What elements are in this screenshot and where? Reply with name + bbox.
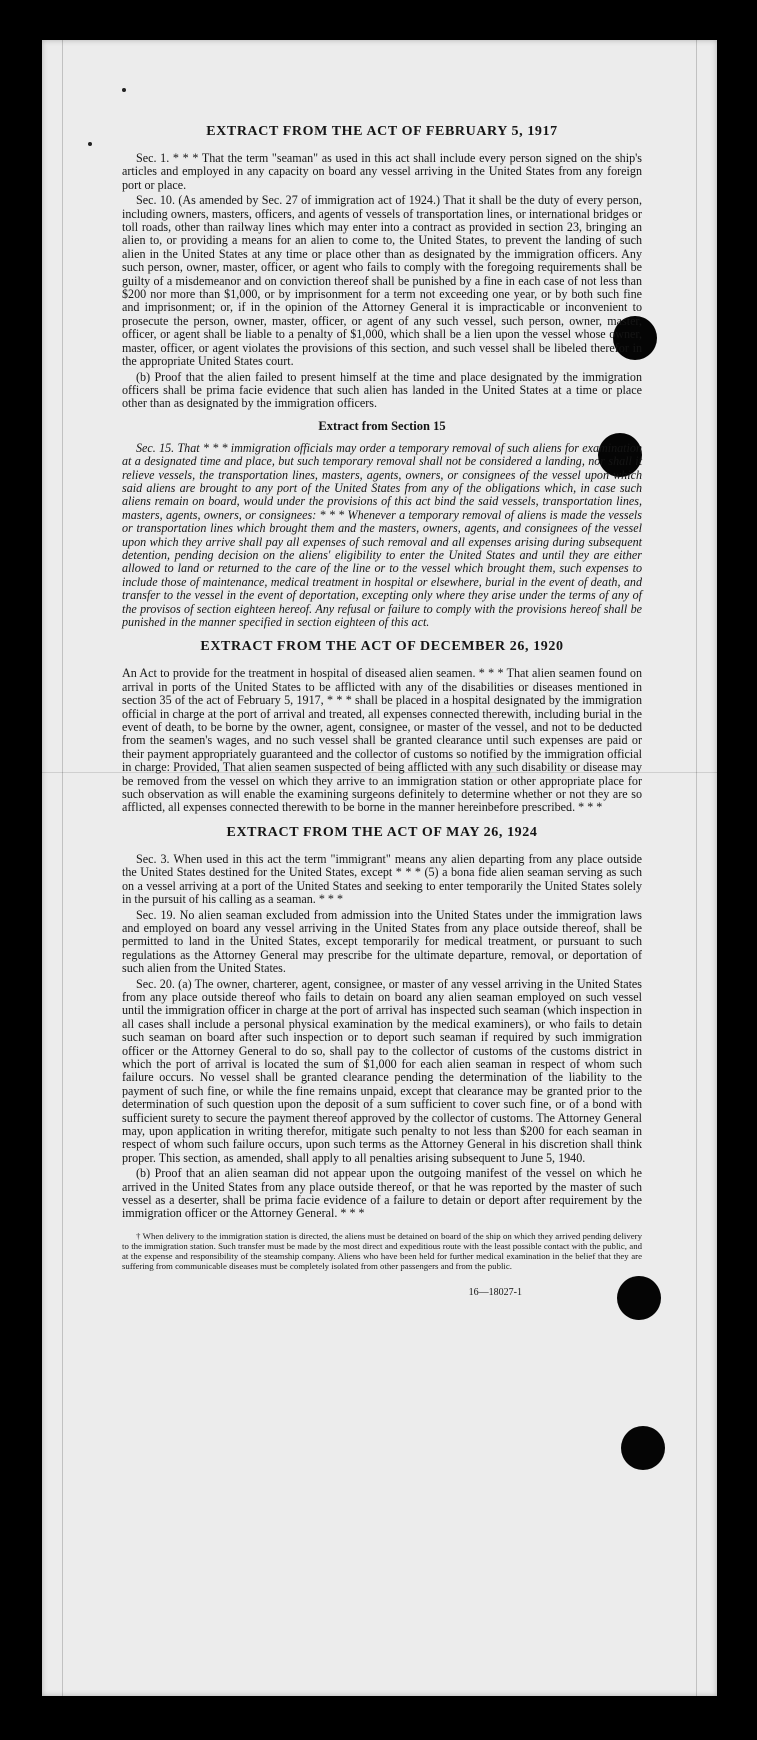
paragraph: (b) Proof that an alien seaman did not appear upon the outgoing manifest of the vessel on which he arrived in the United States from any place outside thereof, or that he was reported by the master of such vessel as a deserter, shall be prima facie evidence of a failure to detain or deport after requirement by the immigration officer or the Attorney General. * * * [122, 1166, 642, 1221]
paragraph: Sec. 20. (a) The owner, charterer, agent, consignee, or master of any vessel arriving in the United States from any place outside thereof who fails to detain on board any alien seaman employed on such vessel until the immigration officer in charge at the port of arrival has inspected such seaman (which inspection in all cases shall include a personal physical examination by the medical examiners), or who fails to detain such seaman on board after such inspection or to deport such seaman if required by such immigration officer or the Attorney General to do so, shall pay to the collector of customs of the customs district in which the port of arrival is located the sum of $1,000 for each alien seaman in respect of whom such failure occurs. No vessel shall be granted clearance pending the determination of the liability to the payment of such fine, or while the fine remains unpaid, except that clearance may be granted prior to the determination of such question upon the deposit of a sum sufficient to cover such fine, or of a bond with sufficient surety to secure the payment thereof approved by the collector of customs. The Attorney General may, upon application in writing therefor, mitigate such penalty to not less than $200 for each seaman in respect of whom such failure occurs, upon such terms as the Attorney General in his discretion shall think proper. This section, as amended, shall apply to all penalties arising subsequent to June 5, 1940. [122, 976, 642, 1165]
section-heading: EXTRACT FROM THE ACT OF MAY 26, 1924 [226, 824, 538, 840]
footnote-text: † When delivery to the immigration station is directed, the aliens must be detained on board of the ship on which they arrived pending delivery to the immigration station. Such transfer must be made by the most direct and expeditious route with the least possible contact with the public, and at the expense and responsibility of the steamship company. Aliens who have been held for further medical examination in the belief that they are suffering from communicable diseases must be completely isolated from other passengers and from the public. [122, 1230, 642, 1271]
paragraph: Sec. 10. (As amended by Sec. 27 of immigration act of 1924.) That it shall be the duty of every person, including owners, masters, officers, and agents of vessels of transportation lines, or international bridges or toll roads, other than railway lines which may enter into a contract as provided in section 23, bringing an alien to, or providing a means for an alien to come to, the United States, to prevent the landing of such alien in the United States at any time or place other than as designated by the immigration officers. Any such person, owner, master, officer, or agent who fails to comply with the foregoing requirements shall be guilty of a misdemeanor and on conviction thereof shall be punished by a fine in each case of not less than $200 nor more than $1,000, or by imprisonment for a term not exceeding one year, or by both such fine and imprisonment; or, if in the opinion of the Attorney General it is impracticable or inconvenient to prosecute the person, owner, master, officer, or agent of any such vessel, such person, owner, master, officer, or agent shall be liable to a penalty of $1,000, which shall be a lien upon the vessel whose owner, master, officer, or agent violates the provisions of this section, and such vessel shall be libeled therefor in the appropriate United States court. [122, 193, 642, 369]
paragraph: Sec. 19. No alien seaman excluded from admission into the United States under the immigration laws and employed on board any vessel arriving in the United States from any place outside thereof, shall be permitted to land in the United States, except temporarily for medical treatment, or pursuant to such regulations as the Attorney General may prescribe for the ultimate departure, removal, or deportation of such alien from the United States. [122, 907, 642, 976]
spacer [122, 817, 642, 825]
document-page [42, 40, 717, 1696]
section-heading: EXTRACT FROM THE ACT OF FEBRUARY 5, 1917 [206, 124, 558, 139]
footnote [122, 1231, 642, 1271]
paper-speck [88, 142, 92, 146]
paper-speck [122, 88, 126, 92]
paragraph: Sec. 1. * * * That the term "seaman" as used in this act shall include every person signed on the ship's articles and employed in any capacity on board any vessel arriving in the United States from any foreign port or place. [122, 151, 642, 192]
paragraph: Sec. 15. That * * * immigration officials may order a temporary removal of such aliens for examination at a designated time and place, but such temporary removal shall not be considered a landing, nor shall it relieve vessels, the transportation lines, masters, agents, owners, or consignees of the vessel upon which said aliens are brought to any port of the United States from any of the obligations which, in case such aliens remain on board, would under the provisions of this act bind the said vessels, transportation lines, masters, agents, owners, or consignees: * * * Whenever a temporary removal of aliens is made the vessels or transportation lines which brought them and the masters, owners, agents, and consignees of the vessel upon which they arrive shall pay all expenses of such removal and all expenses arising during subsequent detention, pending decision on the aliens' eligibility to enter the United States and until they are either allowed to land or returned to the care of the line or to the vessel which brought them, such expenses to include those of maintenance, medical treatment in hospital or elsewhere, burial in the event of death, and transfer to the vessel in the event of deportation, excepting only where they arise under the terms of any of the provisos of section eighteen hereof. Any refusal or failure to comply with the provisions hereof shall be punished in the manner specified in section eighteen of this act. [122, 440, 642, 629]
document-content [122, 124, 642, 1298]
document-number: 16—18027-1 [468, 1286, 522, 1298]
paragraph: Sec. 3. When used in this act the term "immigrant" means any alien departing from any place outside the United States destined for the United States, except * * * (5) a bona fide alien seaman serving as such on a vessel arriving at a port of the United States and seeking to enter temporarily the United States solely in the pursuit of his calling as a seaman. * * * [122, 851, 642, 907]
paragraph: An Act to provide for the treatment in hospital of diseased alien seamen. * * * That alien seamen found on arrival in ports of the United States to be afflicted with any of the disabilities or diseases mentioned in section 35 of the act of February 5, 1917, * * * shall be placed in a hospital designated by the immigration official in charge at the port of arrival and treated, all expenses connected therewith, including burial in the event of death, to be borne by the owner, agent, consignee, or master of the vessel, and not to be deducted from the seamen's wages, and no such vessel shall be granted clearance until such expenses are paid or their payment appropriately guaranteed and the collector of customs so notified by the immigration official in charge: Provided, That alien seamen suspected of being afflicted with any such disability or disease may be removed from the vessel on which they arrive to an immigration station or other appropriate place for such observation as will enable the examining surgeons definitely to determine whether or not they are so afflicted, all expenses connected therewith to be borne in the manner hereinbefore prescribed. * * * [122, 666, 642, 815]
spacer [122, 631, 642, 639]
page-crease [696, 40, 697, 1696]
page-crease [62, 40, 63, 1696]
paragraph: (b) Proof that the alien failed to present himself at the time and place designated by the immigration officers shall be prima facie evidence that such alien has landed in the United States at a time or place other than as designated by the immigration officers. [122, 369, 642, 411]
section-heading: EXTRACT FROM THE ACT OF DECEMBER 26, 1920 [200, 639, 564, 655]
punch-hole [621, 1426, 665, 1470]
section-heading: Extract from Section 15 [318, 418, 446, 433]
